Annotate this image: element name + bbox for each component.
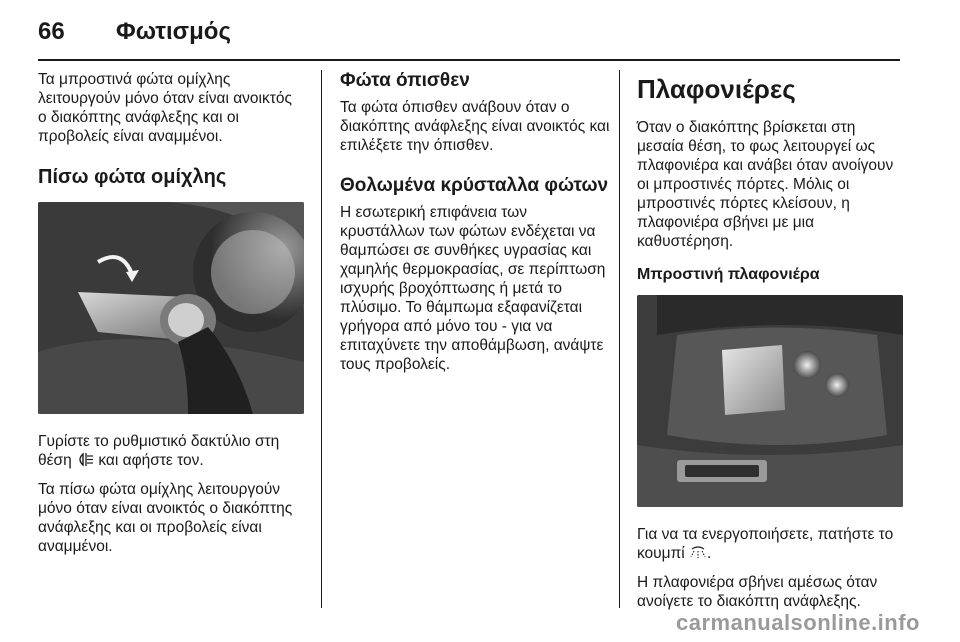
interior-light-photo: [637, 295, 903, 507]
reversing-lights-heading: Φώτα όπισθεν: [340, 70, 470, 91]
interior-light-illustration: [637, 295, 903, 507]
column-3: [637, 70, 903, 619]
watermark: carmanualsonline.info: [676, 610, 920, 635]
header-divider: [38, 59, 900, 61]
interior-lights-heading: Πλαφονιέρες: [637, 74, 796, 104]
rear-fog-heading: Πίσω φώτα ομίχλης: [38, 166, 227, 188]
column-2: [340, 70, 610, 382]
rear-fog-light-icon: [76, 452, 94, 472]
chapter-title: Φωτισμός: [116, 18, 231, 45]
column-divider-2: [619, 70, 620, 608]
rear-fog-caption: Γυρίστε το ρυθμιστικό δακτύλιο στη θέση και αφήστε τον.: [38, 432, 304, 472]
interior-light-icon: [689, 546, 707, 565]
column-1: [38, 70, 304, 564]
front-fog-intro: Τα μπροστινά φώτα ομίχλης λειτουργούν μόνο όταν είναι ανοικτός ο διακόπτης ανάφλεξης και οι προβολείς είναι αναμμένοι.: [38, 71, 292, 145]
reversing-lights-body: Τα φώτα όπισθεν ανάβουν όταν ο διακόπτης ανάφλεξης είναι ανοικτός και επιλέξετε την όπισθεν.: [340, 99, 610, 154]
rear-fog-body: Τα πίσω φώτα ομίχλης λειτουργούν μόνο όταν είναι ανοικτός ο διακόπτης ανάφλεξης και οι προβολείς είναι αναμμένοι.: [38, 481, 293, 555]
fog-switch-illustration: [38, 202, 304, 414]
interior-lights-intro: Όταν ο διακόπτης βρίσκεται στη μεσαία θέση, το φως λειτουργεί ως πλαφονιέρα και ανάβει όταν ανοίγουν οι μπροστινές πόρτες. Μόλις οι μπροστινές πόρτες κλείσουν, η πλαφονιέρα σβήνει με μια καθυστέρηση.: [637, 119, 894, 250]
column-divider-1: [321, 70, 322, 608]
misted-lenses-body: Η εσωτερική επιφάνεια των κρυστάλλων των φώτων ενδέχεται να θαμπώσει σε συνθήκες υγρασίας και χαμηλής θερμοκρασίας, σε περίπτωση ισχυρής βροχόπτωσης ή μετά το πλύσιμο. Το θάμπωμα εξαφανίζεται γρήγορα από μόνο του - για να επιταχύνετε την αποθάμβωση, ανάψτε τους προβολείς.: [340, 204, 606, 373]
page-header: [38, 14, 908, 54]
page-number: 66: [38, 18, 65, 45]
front-interior-light-heading: Μπροστινή πλαφονιέρα: [637, 266, 820, 283]
interior-light-body: Η πλαφονιέρα σβήνει αμέσως όταν ανοίγετε το διακόπτη ανάφλεξης.: [637, 574, 878, 610]
misted-lenses-heading: Θολωμένα κρύσταλλα φώτων: [340, 175, 609, 196]
fog-switch-photo: [38, 202, 304, 414]
interior-light-caption: Για να τα ενεργοποιήσετε, πατήστε το κουμπί .: [637, 525, 903, 565]
